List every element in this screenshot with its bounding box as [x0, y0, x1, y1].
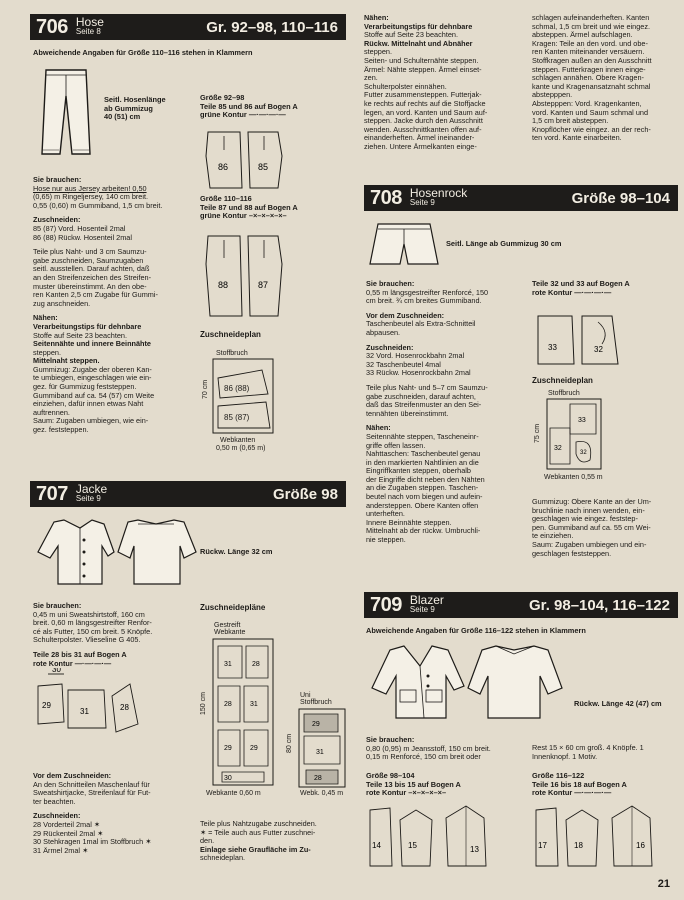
- heading: Sie brauchen:: [33, 175, 82, 184]
- text-line: steppen.: [364, 47, 392, 57]
- text-line: Einlage siehe Graufläche im Zu-: [200, 844, 311, 854]
- svg-text:13: 13: [470, 845, 479, 854]
- text-line: Taschenbeutel als Extra-Schnitteil: [366, 319, 476, 329]
- section-707-sizes: Größe 98: [272, 485, 338, 503]
- text-line: einziehen, dafür innen etwas Naht: [33, 399, 144, 409]
- text-line: muster übereinstimmt. An den obe-: [33, 281, 147, 291]
- text-line: geschlagen wie eingez. feststep-: [532, 514, 638, 524]
- section-709-header: [364, 592, 678, 618]
- cutting-plan-707-uni: [298, 708, 346, 788]
- text-line: Teile plus Naht- und 3 cm Saumzu-: [33, 247, 147, 257]
- section-708-text: [366, 280, 520, 548]
- plan-piece-label: 85 (87): [224, 413, 250, 422]
- text-line: Innenknopf. 1 Motiv.: [532, 751, 598, 761]
- text-line: Gummizug: Zugabe der oberen Kan-: [33, 364, 152, 374]
- text-line: einanderheften. Ärmel ineinander-: [364, 133, 475, 143]
- svg-text:87: 87: [258, 280, 269, 290]
- text-line: Verarbeitungstips für dehnbare: [364, 21, 473, 31]
- text-line: schlagen annähen. Obere Kragen-: [532, 73, 644, 83]
- text-line: Innere Beinnähte steppen.: [366, 517, 452, 527]
- svg-text:29: 29: [312, 721, 320, 728]
- text-line: Gummizug: Obere Kante an der Um-: [532, 497, 652, 506]
- text-line: An den Schnitteilen Maschenlauf für: [33, 779, 150, 789]
- section-706-plan-heading: Zuschneideplan: [200, 330, 261, 339]
- svg-text:15: 15: [408, 841, 417, 850]
- heading: Zuschneiden:: [33, 215, 81, 225]
- section-706-number: 706: [36, 15, 68, 38]
- text-line: Futter zusammensteppen. Futterjak-: [364, 90, 482, 100]
- section-708-header: [364, 185, 678, 211]
- pattern-pieces-13-15: [366, 800, 516, 870]
- plan-side-label: 75 cm: [534, 423, 542, 444]
- text-line: an die Zugaben steppen. Taschen-: [366, 483, 479, 493]
- plan-edge-label: Webkante 0,60 m: [206, 790, 261, 797]
- plan-side-label: 150 cm: [199, 692, 207, 715]
- group-line: Größe 116–122: [532, 771, 585, 780]
- pattern-pieces-85-86: [200, 126, 290, 192]
- svg-text:28: 28: [224, 701, 232, 708]
- trousers-sketch: [36, 66, 96, 158]
- plan-width-label: 0,50 m (0,65 m): [216, 445, 266, 452]
- heading: Zuschneiden:: [33, 811, 81, 821]
- section-707-continued: [532, 14, 678, 143]
- heading: Zuschneiden:: [366, 342, 414, 352]
- svg-text:30: 30: [224, 775, 232, 782]
- plan-fold-label: Stoffbruch: [548, 390, 580, 397]
- text-line: Rückw. Mittelnaht und Abnäher: [364, 38, 473, 48]
- text-line: in den markierten Nahtlinien an die: [366, 457, 479, 467]
- text-line: an den Streifenzeichen des Streifen-: [33, 272, 152, 282]
- text-line: der Eingriffe dicht neben den Nähten: [366, 474, 485, 484]
- section-709-brauchen: [366, 736, 526, 762]
- text-line: 32 Taschenbeutel 4mal: [366, 359, 441, 369]
- text-line: steppen.: [33, 347, 61, 357]
- text-line: breit. 0,60 m längsgestreifter Renfor-: [33, 618, 152, 628]
- text-line: daß das Streifenmuster an den Sei-: [366, 400, 482, 410]
- section-707-number: 707: [36, 482, 68, 505]
- text-line: zen.: [364, 73, 378, 83]
- svg-text:32: 32: [554, 445, 562, 452]
- text-line: ziehen. Untere Ärmelkanten einge-: [364, 141, 477, 151]
- section-708-name: Hosenrock: [409, 186, 468, 200]
- text-line: cé als Futter, 150 cm breit. 5 Knöpfe.: [33, 626, 153, 636]
- text-line: geschlagen feststeppen.: [532, 548, 612, 558]
- text-line: Ärmel: Nähte steppen. Ärmel einset-: [364, 64, 482, 74]
- text-line: 28 Vorderteil 2mal ✶: [33, 819, 100, 829]
- section-708-plan-heading: Zuschneideplan: [532, 376, 593, 385]
- pattern-pieces-87-88: [200, 230, 290, 320]
- text-line: gez. für Gummizug feststeppen.: [33, 382, 137, 392]
- section-709-abweichend: Abweichende Angaben für Größe 116–122 stehen in Klammern: [366, 626, 586, 635]
- plan-fold-label: Webkante: [214, 629, 246, 636]
- svg-text:28: 28: [314, 775, 322, 782]
- text-line: abstepppen.: [532, 90, 573, 100]
- text-line: nie steppen.: [366, 535, 406, 545]
- text-line: Schulterpolster einnähen.: [364, 81, 447, 91]
- text-line: 33 Rückw. Hosenrockbahn 2mal: [366, 368, 471, 378]
- text-line: 32 Vord. Hosenrockbahn 2mal: [366, 351, 465, 361]
- text-line: 85 (87) Vord. Hosenteil 2mal: [33, 223, 126, 233]
- text-line: 1,5 cm breit absteppen.: [532, 116, 609, 126]
- text-line: absteppen. Ärmel aufschlagen.: [532, 30, 633, 40]
- section-706-name: Hose: [75, 15, 104, 29]
- cutting-plan-706: [212, 358, 274, 434]
- text-line: 86 (88) Rückw. Hosenteil 2mal: [33, 232, 132, 242]
- heading: Vor dem Zuschneiden:: [33, 771, 112, 780]
- svg-text:31: 31: [80, 707, 89, 716]
- svg-text:28: 28: [120, 703, 129, 712]
- section-706-text: [33, 176, 185, 438]
- text-line: cm breit. ¾ cm breites Gummiband.: [366, 296, 482, 306]
- group-line: Teile 85 und 86 auf Bogen A: [200, 101, 298, 111]
- group-line: Teile 16 bis 18 auf Bogen A: [532, 779, 627, 789]
- section-707-plans-heading: Zuschneidepläne: [200, 603, 266, 612]
- text-line: wenden. Ausschnittkanten offen auf-: [364, 124, 482, 134]
- text-line: ten vord. Kante einarbeiten.: [532, 133, 622, 143]
- svg-text:33: 33: [548, 343, 557, 352]
- section-709-number: 709: [370, 593, 402, 616]
- section-708-seite: Seite 9: [409, 198, 435, 207]
- text-line: Saum: Zugaben umbiegen und ein-: [532, 539, 647, 549]
- section-707-naehen: [364, 14, 518, 152]
- text-line: schmal, 1,5 cm breit und wie eingez.: [532, 21, 651, 31]
- text-line: te einziehen.: [532, 531, 574, 541]
- text-line: bruchlinie nach innen wenden, ein-: [532, 505, 645, 515]
- text-line: Seitennähte und innere Beinnähte: [33, 339, 151, 349]
- section-707-length-note: Rückw. Länge 32 cm: [200, 547, 273, 556]
- text-line: zug anschneiden.: [33, 298, 91, 308]
- text-line: ter beachten.: [33, 796, 76, 806]
- plan-side-label: 70 cm: [202, 379, 210, 400]
- heading: Sie brauchen:: [366, 279, 415, 288]
- text-line: Verarbeitungstips für dehnbare: [33, 321, 142, 331]
- text-line: 30 Stehkragen 1mal im Stoffbruch ✶: [33, 837, 152, 847]
- section-707-seite: Seite 9: [75, 494, 101, 503]
- text-line: gabe zuschneiden, darauf achten,: [366, 391, 476, 401]
- text-line: kante und Kragenansatznaht schmal: [532, 81, 651, 91]
- text-line: seitl. ausstellen. Darauf achten, daß: [33, 264, 150, 274]
- svg-text:31: 31: [316, 749, 324, 756]
- svg-text:29: 29: [224, 745, 232, 752]
- text-line: legen, an vord. Kanten und Saum auf-: [364, 107, 488, 117]
- text-line: Stoffe auf Seite 23 beachten.: [364, 30, 458, 40]
- section-706-seite: Seite 8: [75, 27, 101, 36]
- cutting-plan-707-striped: [212, 638, 274, 786]
- text-line: unterheften.: [366, 509, 405, 519]
- plan-edge-label: Webkanten 0,55 m: [544, 474, 603, 481]
- section-707-text-2: [33, 772, 185, 858]
- heading: Nähen:: [33, 313, 58, 323]
- group-line: grüne Kontur –×–×–×–×–: [200, 211, 287, 221]
- text-line: ren Kanten miteinander versäuern.: [532, 47, 645, 57]
- blazer-sketch: [368, 640, 568, 724]
- text-line: beutel nach vorn biegen und aufein-: [366, 492, 483, 502]
- svg-text:85: 85: [258, 162, 269, 172]
- text-line: Stoffe auf Seite 23 beachten.: [33, 330, 127, 340]
- svg-text:16: 16: [636, 841, 645, 850]
- section-709-seite: Seite 9: [409, 605, 435, 614]
- text-line: gabe zuschneiden, Saumzugaben: [33, 255, 144, 265]
- text-line: te umbiegen, eingeschlagen wie ein-: [33, 373, 152, 383]
- section-708-number: 708: [370, 186, 402, 209]
- svg-text:17: 17: [538, 841, 547, 850]
- plan-fold-label: Stoffbruch: [300, 699, 332, 706]
- section-708-right-text: [532, 498, 678, 558]
- text-line: Sweatshirtjacke, Streifenlauf für Fut-: [33, 788, 151, 798]
- section-707-name: Jacke: [75, 482, 108, 496]
- svg-text:29: 29: [42, 701, 51, 710]
- text-line: 0,55 m längsgestreifter Renforcé, 150: [366, 287, 489, 297]
- section-709-brauchen-2: [532, 744, 678, 761]
- section-707-text: [33, 602, 185, 671]
- group-line: Größe 98–104: [366, 771, 415, 780]
- plan-edge-label: Webkanten: [220, 437, 256, 444]
- text-line: tennähten übereinstimmt.: [366, 408, 449, 418]
- section-709-length-note: Rückw. Länge 42 (47) cm: [574, 699, 662, 708]
- cutting-plan-708: [546, 398, 602, 470]
- text-line: 0,55 (0,60) m Gummiband, 1,5 cm breit.: [33, 200, 163, 210]
- plan-piece-label: 86 (88): [224, 384, 250, 393]
- text-line: rote Kontur —·—·—·—: [33, 658, 112, 668]
- text-line: Saum: Zugaben umbiegen, wie ein-: [33, 416, 149, 426]
- section-708-length-note: Seitl. Länge ab Gummizug 30 cm: [446, 239, 562, 248]
- text-line: Stoffkragen außen an den Ausschnitt: [532, 55, 652, 65]
- section-707-header: [30, 481, 346, 507]
- text-line: auftrennen.: [33, 407, 70, 417]
- text-line: steppen. Futterkragen innen einge-: [532, 64, 646, 74]
- heading: Sie brauchen:: [33, 601, 82, 610]
- text-line: Abstepppen: Vord. Kragenkanten,: [532, 98, 642, 108]
- section-708-sizes: Größe 98–104: [571, 189, 670, 207]
- text-line: Hose nur aus Jersey arbeiten! 0,50: [33, 183, 147, 193]
- text-line: andersteppen. Obere Kanten offen: [366, 500, 479, 510]
- text-line: Rest 15 × 60 cm groß. 4 Knöpfe. 1: [532, 743, 644, 752]
- text-line: ✶ = Teile auch aus Futter zuschnei-: [200, 827, 316, 837]
- heading: Nähen:: [366, 423, 391, 433]
- text-line: vord. Kanten und Saum schmal und: [532, 107, 649, 117]
- length-note-line: ab Gummizug: [104, 103, 153, 113]
- group-line: Teile 13 bis 15 auf Bogen A: [366, 779, 461, 789]
- pattern-pieces-16-18: [532, 800, 678, 870]
- text-line: den.: [200, 836, 215, 846]
- heading: Vor dem Zuschneiden:: [366, 310, 445, 320]
- text-line: 31 Ärmel 2mal ✶: [33, 845, 89, 855]
- text-line: Gummiband auf ca. 54 (57) cm Weite: [33, 390, 155, 400]
- text-line: griffe offen lassen.: [366, 440, 426, 450]
- group-line: Teile 32 und 33 auf Bogen A: [532, 279, 630, 288]
- text-line: Knopflöcher wie eingez. an der rech-: [532, 124, 651, 134]
- text-line: 0,45 m uni Sweatshirtstoff, 160 cm: [33, 609, 145, 619]
- text-line: Mittelnaht steppen.: [33, 356, 100, 366]
- svg-text:32: 32: [594, 345, 603, 354]
- svg-text:31: 31: [224, 661, 232, 668]
- svg-text:30: 30: [52, 668, 61, 674]
- section-706-abweichend: Abweichende Angaben für Größe 110–116 stehen in Klammern: [33, 48, 253, 57]
- text-line: Kragen: Teile an den vord. und obe-: [532, 38, 648, 48]
- text-line: Teile plus Naht- und 5–7 cm Saumzu-: [366, 382, 488, 392]
- pattern-pieces-32-33: [532, 310, 622, 368]
- pattern-pieces-28-31: [34, 668, 184, 762]
- text-line: Seiten- und Schulternähte steppen.: [364, 55, 479, 65]
- plan-fold-label: Gestreift: [214, 622, 241, 629]
- text-line: 0,80 (0,95) m Jeansstoff, 150 cm breit.: [366, 743, 491, 753]
- section-709-sizes: Gr. 98–104, 116–122: [529, 596, 670, 614]
- group-line: Größe 92–98: [200, 93, 245, 102]
- text-line: Eingriffkanten steppen, oberhalb: [366, 466, 471, 476]
- heading: Nähen:: [364, 13, 389, 22]
- text-line: Teile plus Nahtzugabe zuschneiden.: [200, 819, 317, 828]
- text-line: (0,65) m Ringeljersey, 140 cm breit.: [33, 192, 149, 202]
- svg-text:32: 32: [580, 450, 587, 456]
- text-line: ren Kanten 2,5 cm Zugabe für Gummi-: [33, 290, 158, 300]
- heading: Sie brauchen:: [366, 735, 415, 744]
- page-number: 21: [657, 878, 670, 890]
- length-note-line: Seitl. Hosenlänge: [104, 95, 166, 104]
- svg-text:28: 28: [252, 661, 260, 668]
- group-line: Größe 110–116: [200, 194, 252, 203]
- text-line: steppen. Jacke durch den Ausschnitt: [364, 116, 483, 126]
- group-line: Teile 87 und 88 auf Bogen A: [200, 202, 298, 212]
- svg-text:29: 29: [250, 745, 258, 752]
- group-line: grüne Kontur —·—·—·—: [200, 110, 286, 120]
- text-line: 0,15 m Renforcé, 150 cm breit oder: [366, 752, 481, 762]
- group-line: rote Kontur —·—·—·—: [532, 287, 612, 297]
- text-line: Seitennähte steppen, Tascheneinr-: [366, 431, 479, 441]
- text-line: Nahttaschen: Taschenbeutel genau: [366, 449, 481, 459]
- section-706-header: [30, 14, 346, 40]
- jacket-sketch: [34, 512, 198, 588]
- text-line: 29 Rückenteil 2mal ✶: [33, 828, 104, 838]
- section-707-footnote: [200, 820, 350, 863]
- plan-edge-label: Webk. 0,45 m: [300, 790, 344, 797]
- group-line: rote Kontur –×–×–×–×–: [366, 788, 447, 798]
- text-line: Teile 28 bis 31 auf Bogen A: [33, 649, 127, 659]
- svg-text:18: 18: [574, 841, 583, 850]
- plan-top-label: Uni: [300, 692, 311, 699]
- text-line: Schulterpolster. Vlieseline G 405.: [33, 635, 141, 645]
- svg-text:88: 88: [218, 280, 229, 290]
- culottes-sketch: [368, 220, 440, 270]
- svg-text:86: 86: [218, 162, 229, 172]
- text-line: pen. Gummiband auf ca. 55 cm Wei-: [532, 522, 651, 532]
- svg-text:31: 31: [250, 701, 258, 708]
- text-line: Mittelnaht ab der rückw. Umbruchli-: [366, 526, 481, 536]
- text-line: schlagen aufeinanderheften. Kanten: [532, 13, 650, 22]
- svg-text:14: 14: [372, 841, 381, 850]
- section-706-sizes: Gr. 92–98, 110–116: [206, 18, 338, 36]
- svg-text:33: 33: [578, 417, 586, 424]
- group-line: rote Kontur —·—·—·—: [532, 788, 612, 798]
- plan-fold-label: Stoffbruch: [216, 350, 248, 357]
- text-line: ke rechts auf rechts auf die Stoffjacke: [364, 98, 486, 108]
- plan-side-label: 80 cm: [286, 733, 294, 754]
- text-line: gez. feststeppen.: [33, 425, 89, 435]
- text-line: abpausen.: [366, 327, 401, 337]
- length-note-line: 40 (51) cm: [104, 112, 141, 122]
- section-709-name: Blazer: [409, 593, 444, 607]
- text-line: schneideplan.: [200, 853, 246, 863]
